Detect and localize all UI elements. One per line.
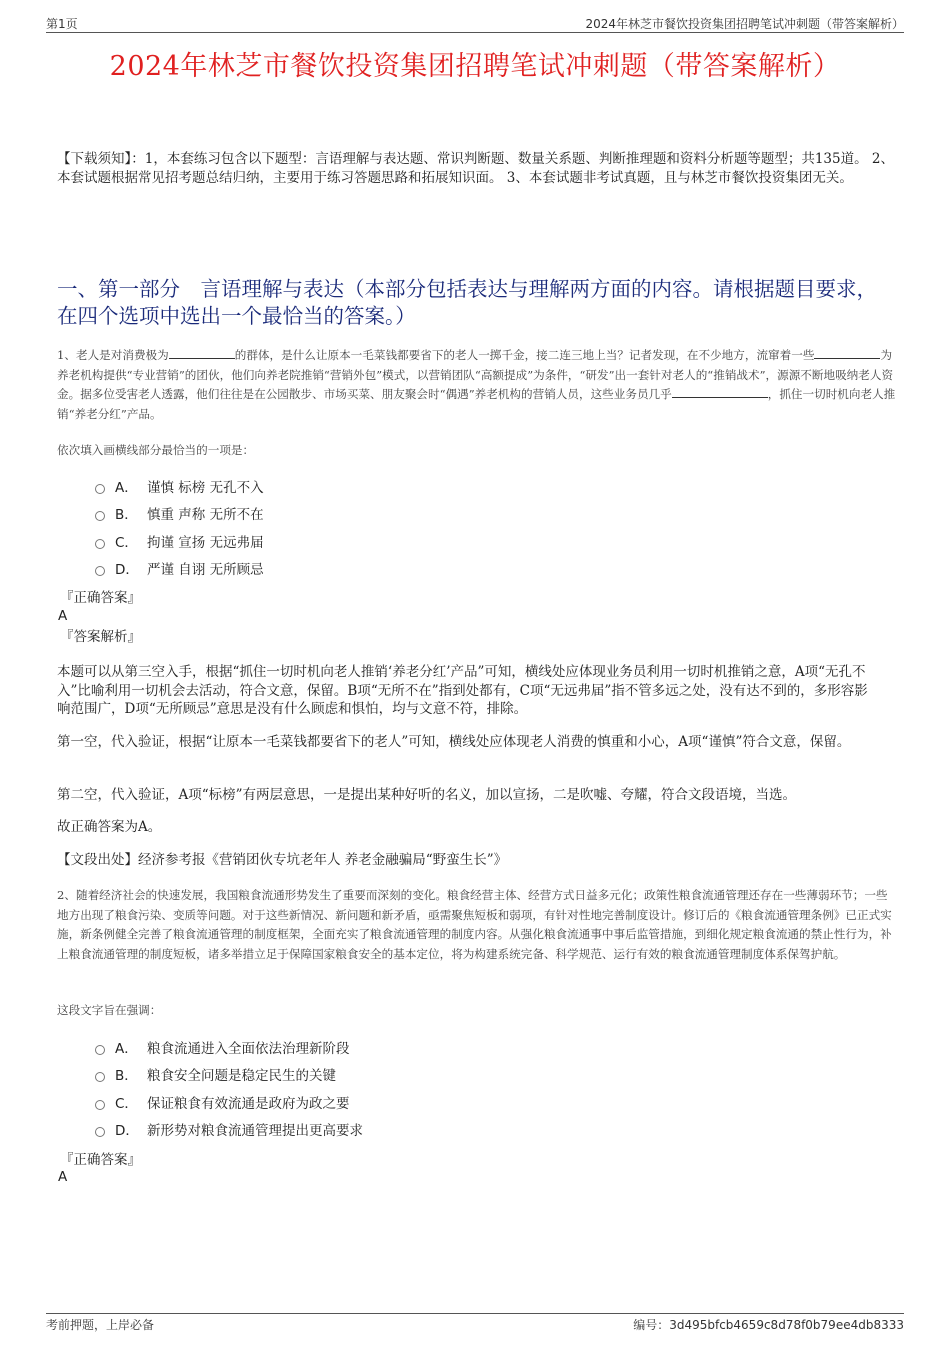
q1-text-part-1: 1、老人是对消费极为 — [57, 348, 169, 362]
radio-icon[interactable] — [95, 1127, 105, 1137]
radio-icon[interactable] — [95, 1100, 105, 1110]
question-1-options — [95, 472, 695, 582]
option-b[interactable]: B． 慎重 声称 无所不在 — [95, 500, 695, 528]
option-a[interactable]: A． 谨慎 标榜 无孔不入 — [95, 472, 695, 500]
analysis-paragraph: 第二空，代入验证，A项“标榜”有两层意思，一是提出某种好听的名义，加以宣扬，二是吹嘘、夸耀，符合文段语境，当选。 — [57, 787, 797, 803]
radio-icon[interactable] — [95, 566, 105, 576]
radio-icon[interactable] — [95, 1072, 105, 1082]
correct-answer-label: 『正确答案』 — [60, 590, 141, 606]
question-2-stem: 2、随着经济社会的快速发展，我国粮食流通形势发生了重要而深刻的变化。粮食经营主体、经营方式日益多元化；政策性粮食流通管理还存在一些薄弱环节；一些地方出现了粮食污染、变质等问题。对于这些新情况、新问题和新矛盾，亟需聚焦短板和弱项，有针对性地完善制度设计。修订后的《粮食流通管理条例》已正式实施，新条例健全完善了粮食流通管理的制度框架，全面充实了粮食流通管理的制度内容。从强化粮食流通事中事后监管措施，到细化规定粮食流通的禁止性行为，补上粮食流通管理的制度短板，诸多举措立足于保障国家粮食安全的基本定位，将为构建系统完备、科学规范、运行有效的粮食流通管理制度体系保驾护航。 — [57, 888, 892, 961]
q1-text-part-4: ，抓住一切时机向老人推销“养老分红”产品。 — [57, 387, 896, 421]
page-footer — [46, 1313, 904, 1334]
option-c[interactable]: C． 保证粮食有效流通是政府为政之要 — [95, 1088, 695, 1116]
question-2-options — [95, 1033, 695, 1143]
correct-answer: A — [58, 1169, 68, 1185]
question-1-prompt: 依次填入画横线部分最恰当的一项是： — [57, 443, 255, 457]
code-label: 编号： — [633, 1318, 670, 1332]
q1-text-part-3: 为养老机构提供“专业营销”的团伙，他们向养老院推销“营销外包”模式，以营销团队“高额提成”为条件，“研发”出一套针对老人的“推销战术”，源源不断地吸纳老人资金。据多位受害老人透露，他们往往是在公园散步、市场买菜、朋友聚会时“偶遇”养老机构的营销人员，这些业务员几乎 — [57, 348, 894, 401]
q1-text-part-2: 的群体，是什么让原本一毛菜钱都要省下的老人一掷千金，接二连三地上当？记者发现，在不少地方，流窜着一些 — [234, 348, 815, 362]
radio-icon[interactable] — [95, 511, 105, 521]
analysis-label: 『答案解析』 — [60, 629, 141, 645]
radio-icon[interactable] — [95, 1045, 105, 1055]
page-header — [46, 14, 904, 33]
header-doc-title: 2024年林芝市餐饮投资集团招聘笔试冲刺题（带答案解析） — [585, 17, 904, 31]
option-a[interactable]: A． 粮食流通进入全面依法治理新阶段 — [95, 1033, 695, 1061]
correct-answer: A — [58, 608, 68, 624]
source-citation: 【文段出处】经济参考报《营销团伙专坑老年人 养老金融骗局“野蛮生长”》 — [57, 852, 508, 868]
option-b[interactable]: B． 粮食安全问题是稳定民生的关键 — [95, 1061, 695, 1089]
page-title: 2024年林芝市餐饮投资集团招聘笔试冲刺题（带答案解析） — [109, 51, 841, 82]
option-d[interactable]: D． 新形势对粮食流通管理提出更高要求 — [95, 1116, 695, 1144]
blank-2 — [814, 347, 880, 359]
section-heading: 一、第一部分 言语理解与表达（本部分包括表达与理解两方面的内容。请根据题目要求，在四个选项中选出一个最恰当的答案。） — [57, 277, 877, 328]
document-code — [633, 1316, 904, 1333]
download-notice: 【下载须知】：1，本套练习包含以下题型：言语理解与表达题、常识判断题、数量关系题、判断推理题和资料分析题等题型；共135道。 2、本套试题根据常见招考题总结归纳，主要用于练习答题思路和拓展知识面。 3、本套试题非考试真题，且与林芝市餐饮投资集团无关。 — [57, 151, 894, 186]
option-c[interactable]: C． 拘谨 宣扬 无远弗届 — [95, 527, 695, 555]
analysis-conclusion: 故正确答案为A。 — [57, 819, 162, 835]
analysis-paragraph: 第一空，代入验证，根据“让原本一毛菜钱都要省下的老人”可知，横线处应体现老人消费的慎重和小心，A项“谨慎”符合文意，保留。 — [57, 734, 851, 750]
code-value: 3d495bfcb4659c8d78f0b79ee4db8333 — [669, 1318, 904, 1332]
radio-icon[interactable] — [95, 539, 105, 549]
option-d[interactable]: D． 严谨 自诩 无所顾忌 — [95, 555, 695, 583]
question-1-stem — [57, 346, 897, 424]
blank-1 — [169, 347, 235, 359]
blank-3 — [672, 386, 768, 398]
radio-icon[interactable] — [95, 484, 105, 494]
footer-slogan: 考前押题，上岸必备 — [46, 1318, 155, 1332]
analysis-paragraph: 本题可以从第三空入手，根据“抓住一切时机向老人推销‘养老分红’产品”可知，横线处应体现业务员利用一切时机推销之意，A项“无孔不入”比喻利用一切机会去活动，符合文意，保留。B项“无所不在”指到处都有，C项“无远弗届”指不管多远之处，没有达不到的，多形容影响范围广，D项“无所顾忌”意思是没有什么顾虑和惧怕，均与文意不符，排除。 — [57, 664, 868, 717]
page-number: 第1页 — [46, 17, 78, 31]
correct-answer-label: 『正确答案』 — [60, 1152, 141, 1168]
question-2-prompt: 这段文字旨在强调： — [57, 1003, 162, 1017]
